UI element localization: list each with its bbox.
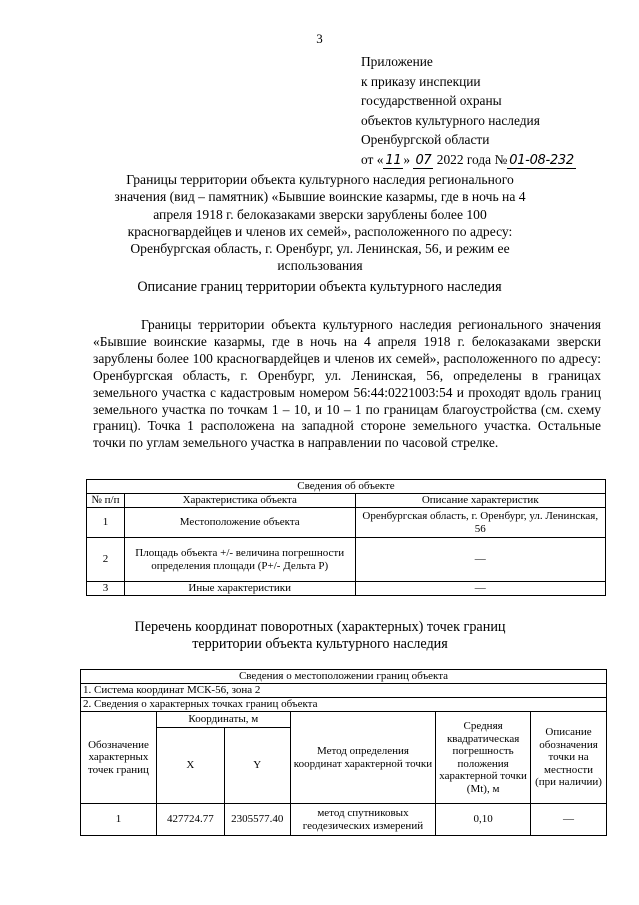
appendix-line: объектов культурного наследия: [361, 112, 540, 128]
column-header: Y: [224, 728, 290, 804]
date-prefix: от «: [361, 151, 384, 167]
column-header: Координаты, м: [156, 712, 290, 728]
table-caption: Сведения об объекте: [87, 480, 606, 494]
column-header: X: [156, 728, 224, 804]
document-title: Границы территории объекта культурного наследия регионального значения (вид – памятник) «Бывшие воинские казармы, где в ночь на 4 апреля 1918 г. белоказаками зверски зарублены более 100 красногвардейцев и членов их семей», расположенного по адресу: Оренбургская область, г. Оренбург, ул. Ленинская, 56, и режим ее использования: [114, 172, 526, 274]
row-value: Оренбургская область, г. Оренбург, ул. Ленинская, 56: [355, 508, 606, 538]
row-value: —: [355, 582, 606, 596]
coordinate-system: 1. Система координат МСК-56, зона 2: [81, 684, 607, 698]
cell-description: —: [531, 804, 607, 836]
row-number: 3: [87, 582, 125, 596]
row-name: Местоположение объекта: [124, 508, 355, 538]
boundary-description: [93, 317, 601, 452]
handwritten-order-number: 01-08-232: [509, 152, 574, 168]
row-value: —: [355, 538, 606, 582]
date-mid: »: [403, 151, 411, 167]
table-row: [81, 804, 607, 836]
page-number: 3: [316, 31, 323, 46]
row-name: Площадь объекта +/- величина погрешности определения площади (Р+/- Дельта Р): [124, 538, 355, 582]
column-header: Описание характеристик: [355, 494, 606, 508]
column-header: № п/п: [87, 494, 125, 508]
section-heading-boundaries: Описание границ территории объекта культурного наследия: [137, 279, 502, 295]
appendix-line: к приказу инспекции: [361, 73, 481, 89]
cell-point: 1: [81, 804, 157, 836]
coordinates-table: [80, 669, 607, 836]
row-number: 2: [87, 538, 125, 582]
row-number: 1: [87, 508, 125, 538]
column-header: Средняя квадратическая погрешность положения характерной точки (Mt), м: [436, 712, 531, 804]
cell-method: метод спутниковых геодезических измерений: [290, 804, 435, 836]
section-heading-coordinates: Перечень координат поворотных (характерных) точек границ территории объекта культурного наследия: [134, 619, 506, 652]
cell-error: 0,10: [436, 804, 531, 836]
table-row: [87, 582, 606, 596]
row-name: Иные характеристики: [124, 582, 355, 596]
appendix-line: Оренбургской области: [361, 132, 490, 148]
column-header: Метод определения координат характерной точки: [290, 712, 435, 804]
date-suffix: 2022 года №: [436, 151, 508, 167]
appendix-line: государственной охраны: [361, 93, 502, 109]
points-caption: 2. Сведения о характерных точках границ объекта: [81, 698, 607, 712]
handwritten-day: 11: [385, 152, 402, 168]
table-caption: Сведения о местоположении границ объекта: [81, 670, 607, 684]
appendix-block: [361, 52, 576, 171]
column-header: Описание обозначения точки на местности (при наличии): [531, 712, 607, 804]
handwritten-month: 07: [415, 152, 432, 168]
appendix-line: Приложение: [361, 54, 433, 69]
table-row: [87, 538, 606, 582]
column-header: Обозначение характерных точек границ: [81, 712, 157, 804]
cell-x: 427724.77: [156, 804, 224, 836]
order-date-line: [361, 150, 576, 171]
object-info-table: [86, 479, 606, 596]
column-header: Характеристика объекта: [124, 494, 355, 508]
boundary-description-text: Границы территории объекта культурного наследия регионального значения «Бывшие воинские казармы, где в ночь на 4 апреля 1918 г. белоказаками зверски зарублены более 100 красногвардейцев и членов их семей», расположенного по адресу: Оренбургская область, г. Оренбург, ул. Ленинская, 56, определены в границах земельного участка с кадастровым номером 56:44:0221003:54 и проходят вдоль границ земельного участка по точкам 1 – 10, и 10 – 1 по границам благоустройства (см. схему границ). Точка 1 расположена на западной стороне земельного участка. Остальные точки по углам земельного участка в направлении по часовой стрелке.: [93, 317, 601, 451]
table-row: [87, 508, 606, 538]
cell-y: 2305577.40: [224, 804, 290, 836]
